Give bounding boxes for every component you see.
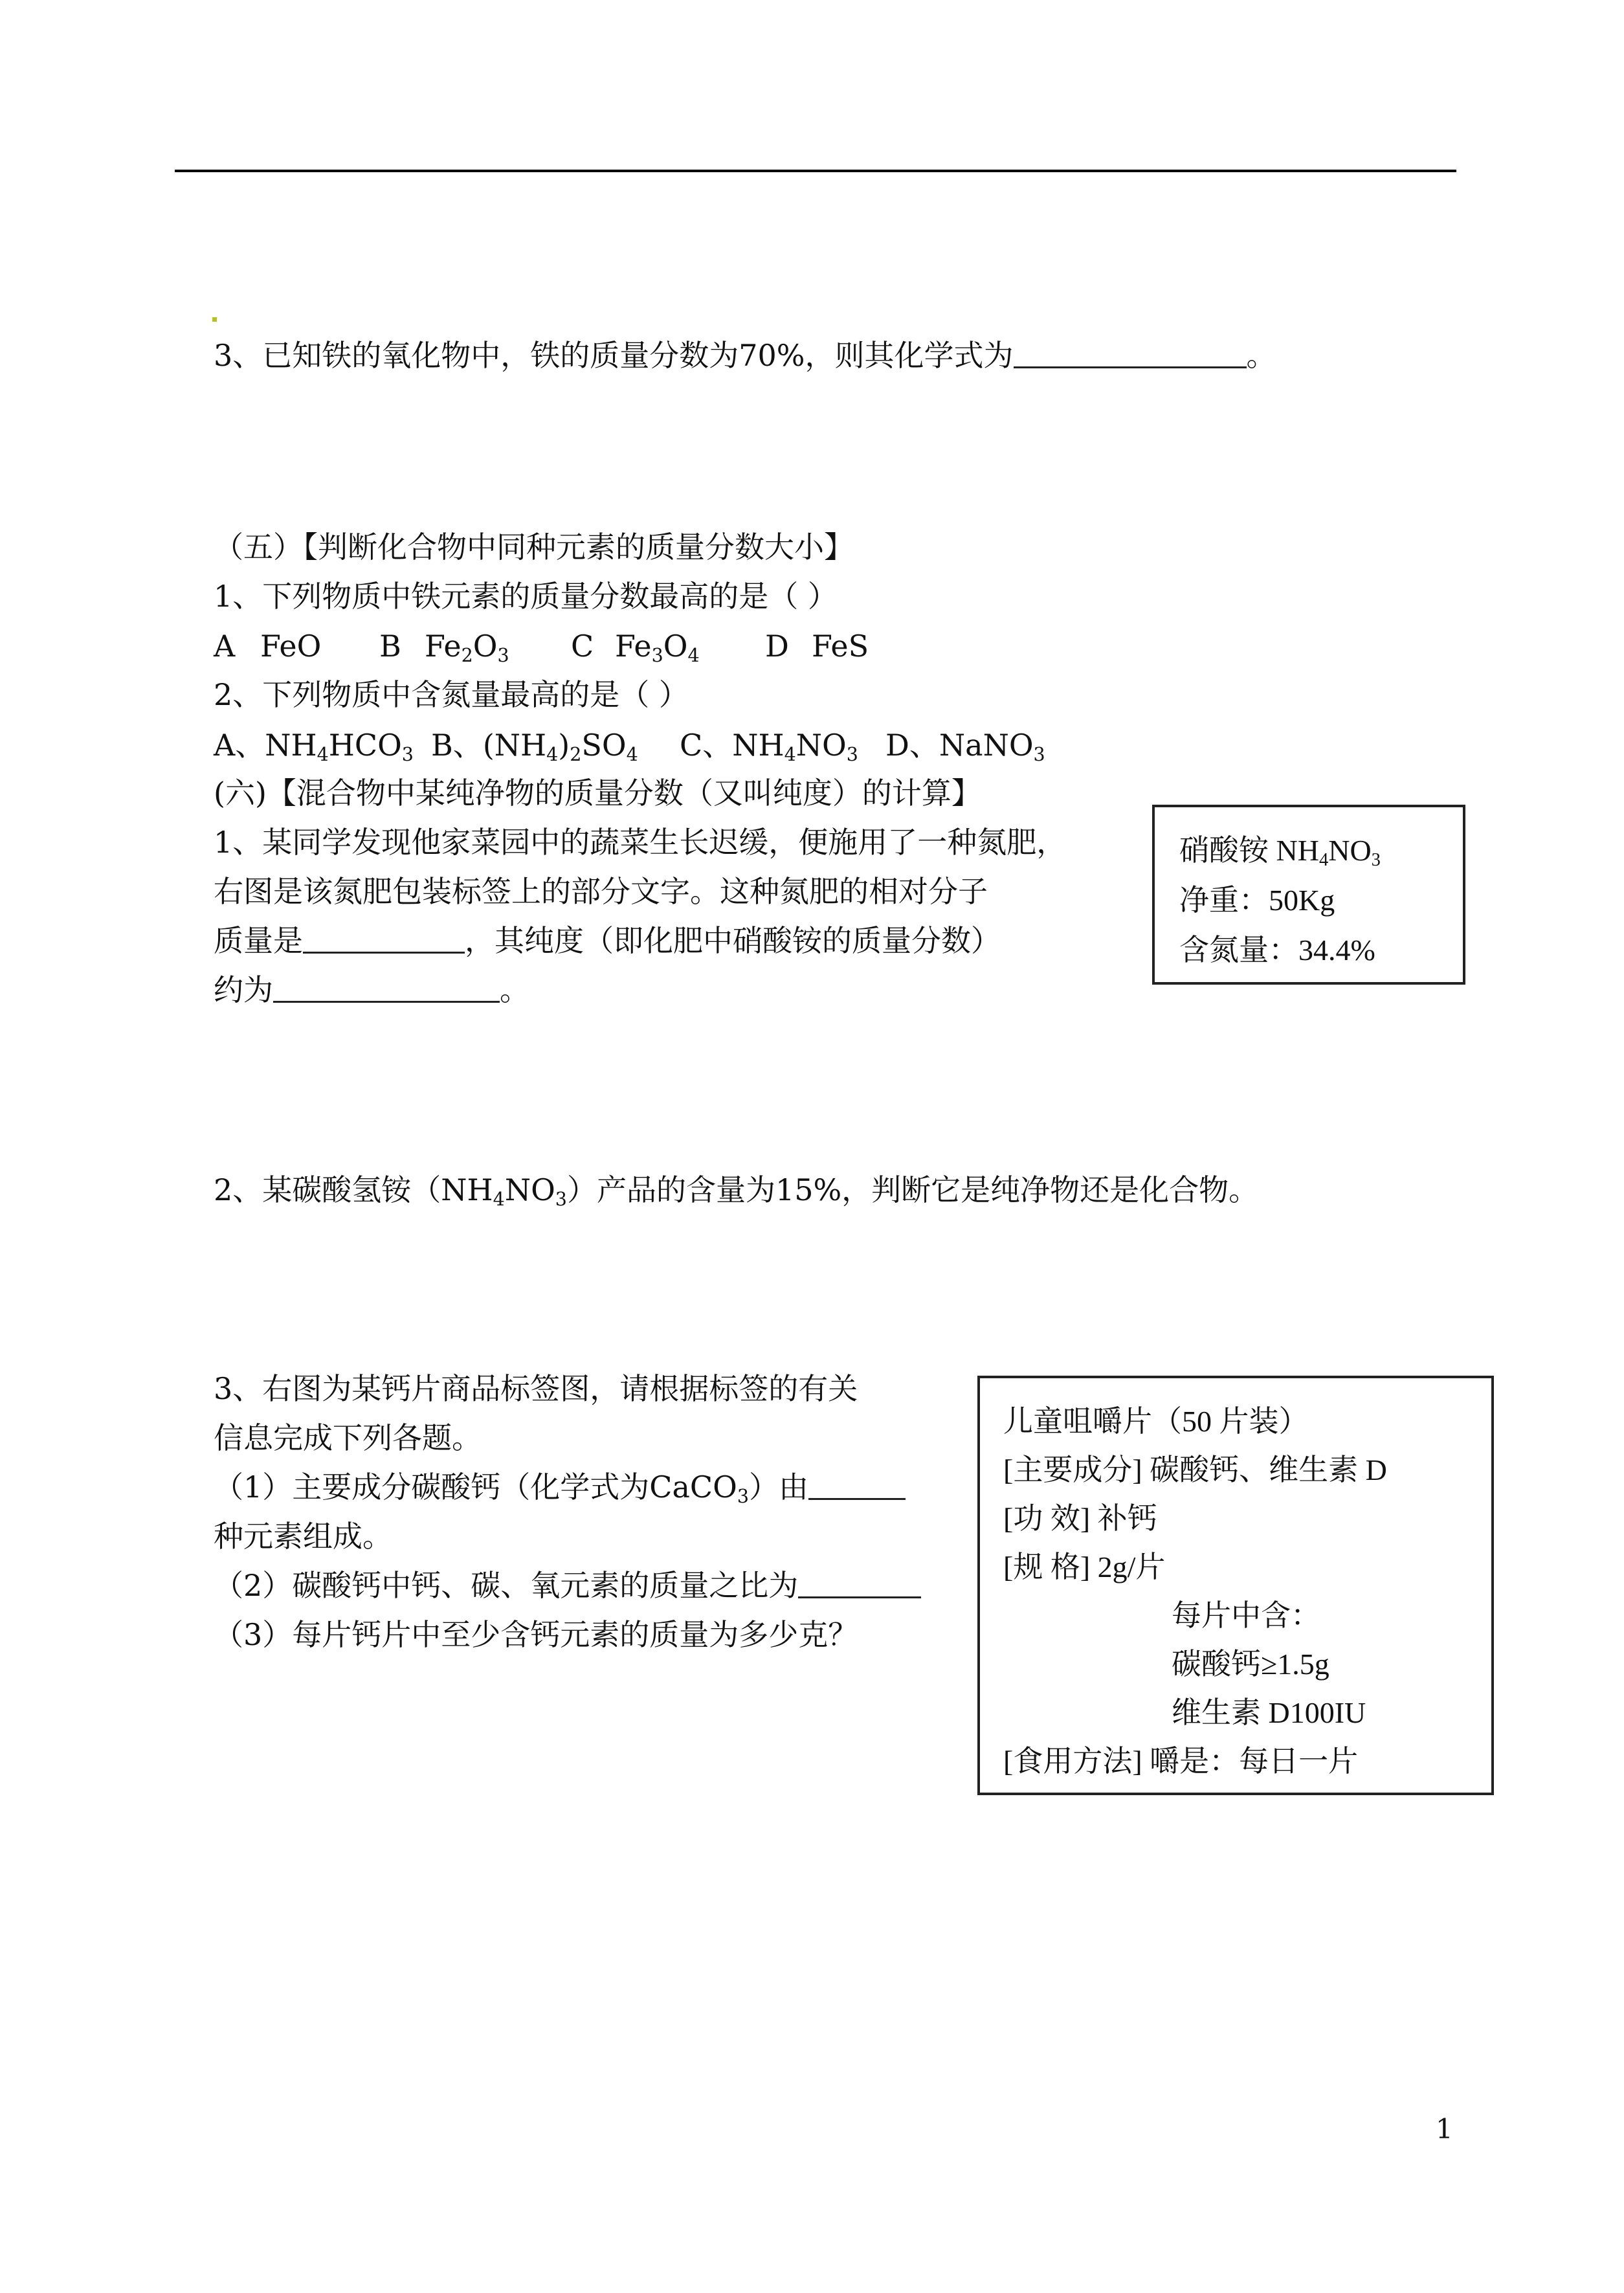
option-a: A、$NH_4HCO_3$: [214, 728, 414, 765]
option-c-letter: C: [571, 629, 594, 664]
section-5-question-2: 2、下列物质中含氮量最高的是（ ）: [214, 677, 689, 712]
option-d-formula: FeS: [812, 629, 869, 664]
tablet-label-vitamin-d: 维生素 D100IU: [1172, 1696, 1366, 1729]
answer-blank[interactable]: [1014, 341, 1247, 368]
option-b-formula: $Fe_2O_3$: [425, 629, 509, 666]
option-a-formula: FeO: [260, 629, 322, 664]
tablet-label-title: 儿童咀嚼片（50 片装）: [1003, 1405, 1309, 1438]
page-number: 1: [1436, 2113, 1453, 2145]
section-6-q1-line-1: 1、某同学发现他家菜园中的蔬菜生长迟缓，便施用了一种氮肥，: [214, 825, 1067, 860]
option-d: D、NaNO$_3$: [885, 728, 1045, 765]
section-6-question-2: 2、某碳酸氢铵$(NH_4NO_3)$产品的含量为15%，判断它是纯净物还是化合物。: [214, 1172, 1259, 1210]
section-6-q3-sub-2: （2）碳酸钙中钙、碳、氧元素的质量之比为: [214, 1571, 921, 1600]
tablet-label-effect: [功 效] 补钙: [1003, 1502, 1157, 1535]
section-5-question-2-options: [214, 730, 1185, 769]
option-c-formula: $Fe_3O_4$: [615, 629, 700, 666]
molecular-mass-blank[interactable]: [303, 926, 465, 954]
question-iron-oxide: 3、已知铁的氧化物中，铁的质量分数为70%，则其化学式为 。: [214, 338, 1276, 373]
section-6-q3-sub-3: （3）每片钙片中至少含钙元素的质量为多少克？: [214, 1617, 858, 1652]
header-rule: [175, 170, 1456, 172]
section-6-q3-line-2: 信息完成下列各题。: [214, 1420, 482, 1455]
section-6-q3-line-1: 3、右图为某钙片商品标签图，请根据标签的有关: [214, 1371, 858, 1406]
tablet-label-calcium-carbonate: 碳酸钙≥1.5g: [1172, 1648, 1329, 1681]
tablet-label-usage: [食用方法] 嚼是：每日一片: [1003, 1745, 1359, 1778]
option-a-letter: A: [214, 629, 236, 664]
tablet-label-per-tablet: 每片中含：: [1172, 1599, 1320, 1632]
section-5-question-1-options: [214, 631, 1185, 670]
section-6-title: (六)【混合物中某纯净物的质量分数（又叫纯度）的计算】: [214, 776, 981, 811]
section-5-question-1: 1、下列物质中铁元素的质量分数最高的是（ ）: [214, 579, 838, 614]
fertilizer-label-net-weight: 净重：50Kg: [1179, 884, 1335, 917]
mass-ratio-blank[interactable]: [798, 1571, 921, 1598]
section-6-q1-line-2: 右图是该氮肥包装标签上的部分文字。这种氮肥的相对分子: [214, 874, 988, 909]
section-5-title: （五）【判断化合物中同种元素的质量分数大小】: [214, 530, 854, 565]
fertilizer-label-nitrogen: 含氮量：34.4%: [1179, 934, 1375, 967]
section-6-q1-line-3: 质量是 ，其纯度（即化肥中硝酸铵的质量分数）: [214, 923, 1001, 958]
option-c: C、$NH_4NO_3$: [680, 728, 858, 765]
purity-blank[interactable]: [273, 975, 500, 1003]
fertilizer-label-box: [1152, 805, 1465, 985]
element-count-blank[interactable]: [808, 1472, 906, 1500]
option-b-letter: B: [379, 629, 401, 664]
section-6-q3-sub-1-cont: 种元素组成。: [214, 1519, 392, 1554]
option-b: B、$(NH_4)_2SO_4$: [431, 728, 638, 765]
section-6-q1-line-4: 约为 。: [214, 972, 529, 1007]
tablet-label-spec: [规 格] 2g/片: [1003, 1550, 1166, 1583]
tablet-label-ingredients: [主要成分] 碳酸钙、维生素 D: [1003, 1453, 1387, 1486]
section-6-q3-sub-1: （1）主要成分碳酸钙（化学式为CaCO$_3$）由: [214, 1472, 906, 1502]
scan-speck: [212, 317, 217, 322]
fertilizer-label-name: 硝酸铵 $NH_4NO_3$: [1179, 834, 1381, 870]
option-d-letter: D: [765, 629, 789, 664]
calcium-tablet-label-box: [977, 1376, 1494, 1795]
